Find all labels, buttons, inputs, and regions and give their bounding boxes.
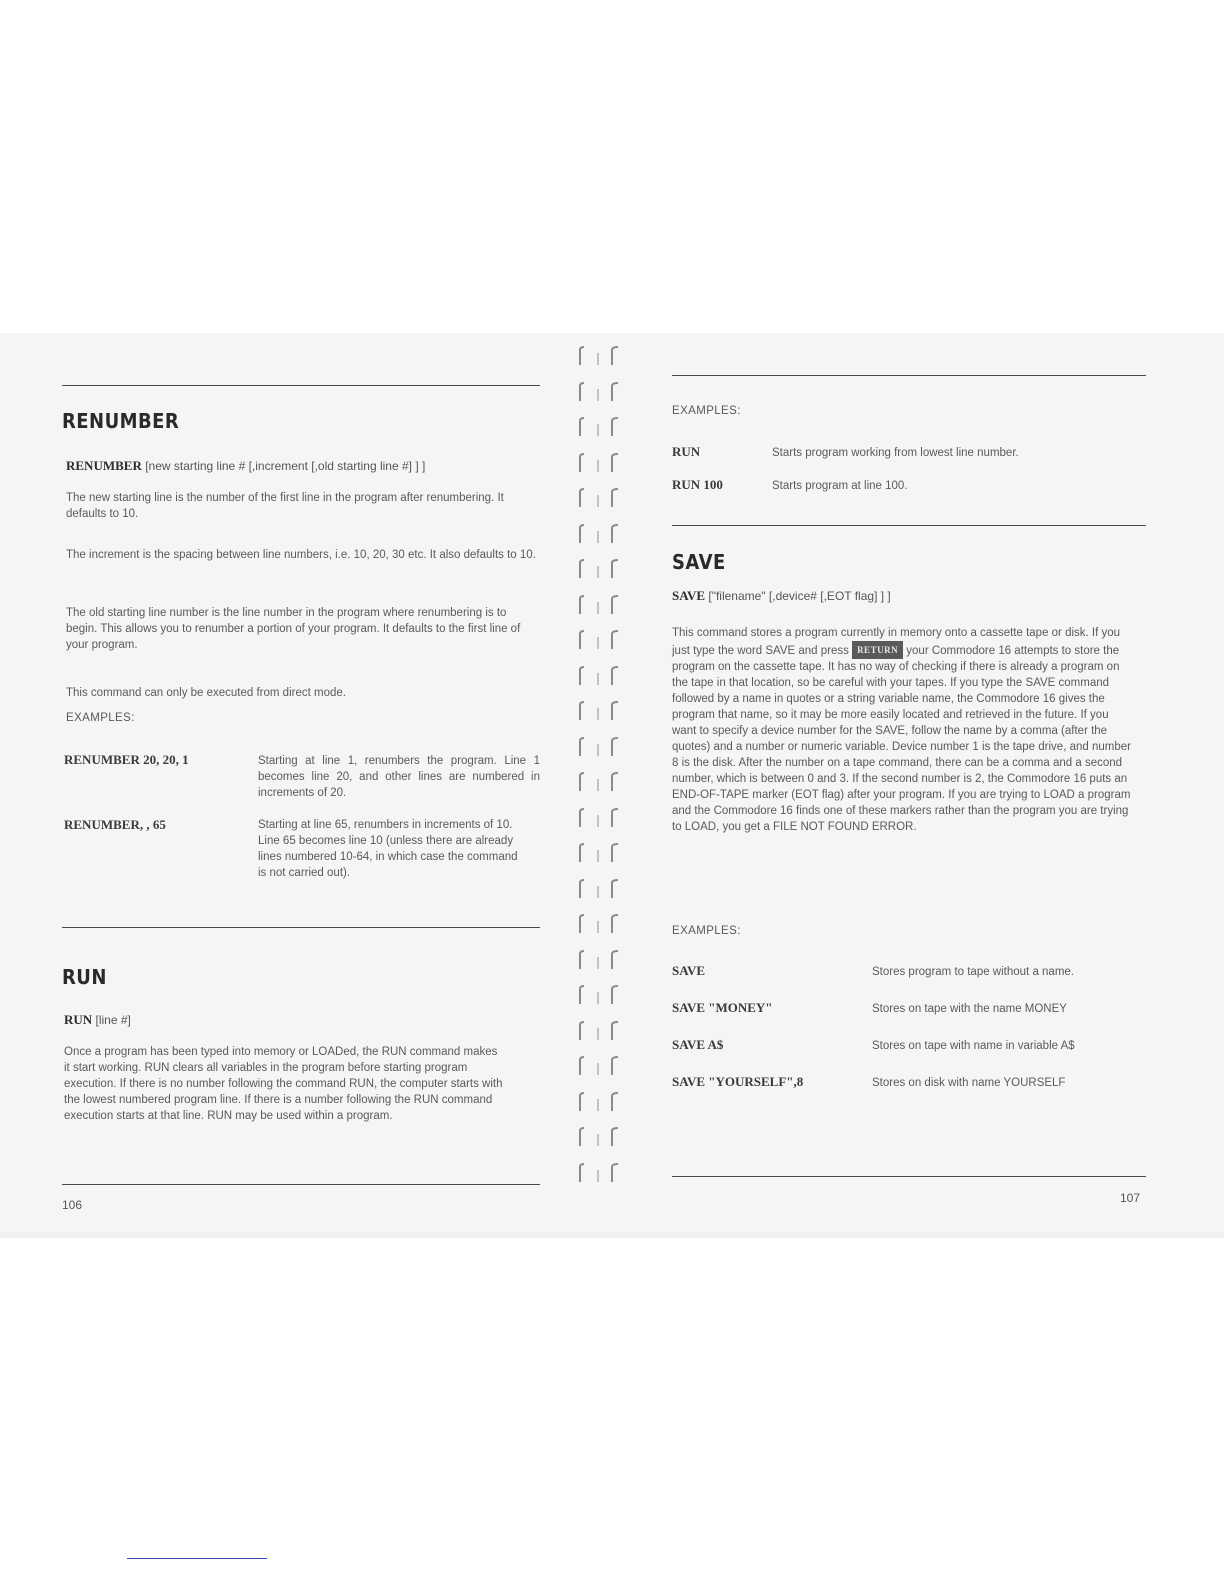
example-description: Starts program working from lowest line number.: [772, 447, 1019, 459]
spiral-ring-icon: [574, 665, 614, 685]
renumber-examples-label: EXAMPLES:: [66, 712, 135, 724]
spiral-ring-icon: [574, 700, 614, 720]
example-description: Stores program to tape without a name.: [872, 966, 1074, 978]
save-heading: SAVE: [672, 550, 726, 574]
example-command: SAVE "MONEY": [672, 1000, 773, 1015]
footer-line: [127, 1558, 267, 1559]
run-heading: RUN: [62, 965, 107, 989]
divider: [672, 375, 1146, 376]
save-paragraph-start: This command stores a program currently in memory onto a cassette tape or disk. If you just type the word SAVE and press: [672, 627, 1121, 657]
spiral-ring-icon: [574, 949, 614, 969]
renumber-paragraph-1: The new starting line is the number of the first line in the program after renumbering. It defaults to 10.: [66, 492, 504, 520]
example-command: SAVE A$: [672, 1037, 724, 1052]
spiral-ring-icon: [574, 523, 614, 543]
syntax-args: [line #]: [95, 1013, 131, 1027]
divider: [672, 525, 1146, 526]
example-command: RENUMBER 20, 20, 1: [64, 752, 189, 767]
spiral-ring-icon: [574, 842, 614, 862]
renumber-paragraph-4: This command can only be executed from direct mode.: [66, 687, 346, 699]
spiral-ring-icon: [574, 629, 614, 649]
syntax-keyword: RUN: [64, 1012, 93, 1027]
run-examples-label: EXAMPLES:: [672, 405, 741, 417]
spiral-ring-icon: [574, 381, 614, 401]
spiral-ring-icon: [574, 594, 614, 614]
renumber-syntax: [66, 458, 425, 474]
spiral-ring-icon: [574, 1055, 614, 1075]
divider: [62, 385, 540, 386]
return-key-icon: RETURN: [852, 641, 903, 659]
example-description: Starting at line 1, renumbers the program. Line 1 becomes line 20, and other lines are numbered in increments of 20.: [258, 755, 540, 799]
example-description: Stores on disk with name YOURSELF: [872, 1077, 1066, 1089]
spiral-ring-icon: [574, 984, 614, 1004]
spiral-ring-icon: [574, 416, 614, 436]
example-command: SAVE: [672, 963, 706, 978]
save-paragraph: [672, 625, 1132, 835]
right-page: [670, 333, 1148, 1236]
page-number: 106: [62, 1198, 83, 1212]
spread-shadow: [0, 1232, 1224, 1238]
run-syntax: [64, 1012, 131, 1028]
spiral-ring-icon: [574, 807, 614, 827]
left-page: [60, 333, 542, 1236]
example-description: Stores on tape with the name MONEY: [872, 1003, 1067, 1015]
syntax-args: [new starting line # [,increment [,old starting line #] ] ]: [145, 459, 426, 473]
syntax-args: ["filename" [,device# [,EOT flag] ] ]: [708, 589, 891, 603]
spiral-ring-icon: [574, 736, 614, 756]
spiral-ring-icon: [574, 487, 614, 507]
run-paragraph: Once a program has been typed into memory or LOADed, the RUN command makes it start working. RUN clears all variables in the program before starting program execution. If there is no number following the command RUN, the computer starts with the lowest numbered program line. If there is a number following the RUN command execution starts at that line. RUN may be used within a program.: [64, 1046, 503, 1122]
syntax-keyword: SAVE: [672, 588, 706, 603]
example-command: SAVE "YOURSELF",8: [672, 1074, 804, 1089]
example-command: RUN 100: [672, 477, 723, 492]
spiral-ring-icon: [574, 345, 614, 365]
example-command: RUN: [672, 444, 701, 459]
example-command: RENUMBER, , 65: [64, 817, 166, 832]
save-syntax: [672, 588, 891, 604]
spiral-ring-icon: [574, 558, 614, 578]
spiral-ring-icon: [574, 1162, 614, 1182]
renumber-paragraph-3: The old starting line number is the line number in the program where renumbering is to begin. This allows you to renumber a portion of your program. It defaults to the first line of your program.: [66, 607, 521, 651]
divider: [62, 1184, 540, 1185]
book-spread: [0, 333, 1224, 1236]
spiral-ring-icon: [574, 1091, 614, 1111]
spiral-ring-icon: [574, 878, 614, 898]
save-examples-label: EXAMPLES:: [672, 925, 741, 937]
spiral-binding: [570, 333, 638, 1236]
example-description: Stores on tape with name in variable A$: [872, 1040, 1075, 1052]
divider: [62, 927, 540, 928]
spiral-ring-icon: [574, 913, 614, 933]
page-number: 107: [1120, 1191, 1141, 1205]
example-description: Starting at line 65, renumbers in increments of 10. Line 65 becomes line 10 (unless there are already lines numbered 10-64, in which case the command is not carried out).: [258, 819, 518, 879]
spiral-ring-icon: [574, 452, 614, 472]
divider: [672, 1176, 1146, 1177]
spiral-ring-icon: [574, 1020, 614, 1040]
syntax-keyword: RENUMBER: [66, 458, 142, 473]
example-description: Starts program at line 100.: [772, 480, 908, 492]
spiral-ring-icon: [574, 1126, 614, 1146]
renumber-heading: RENUMBER: [62, 409, 180, 433]
spiral-ring-icon: [574, 771, 614, 791]
save-paragraph-end: your Commodore 16 attempts to store the program on the cassette tape. It has no way of checking if there is already a program on the tape in that location, so be careful with your tapes. If you type the SAVE command followed by a name in quotes or a string variable name, the Commodore 16 gives the program that name, so it may be more easily located and retrieved in the future. If you want to specify a device number for the SAVE, follow the name by a comma (after the quotes) and a number or numeric variable. Device number 1 is the tape drive, and number 8 is the disk. After the number on a tape command, there can be a comma and a second number, which is between 0 and 3. If the second number is 2, the Commodore 16 puts an END-OF-TAPE marker (EOT flag) after your program. If you are trying to LOAD a program and the Commodore 16 finds one of these markers rather than the program you are trying to LOAD, you get a FILE NOT FOUND ERROR.: [672, 645, 1131, 833]
renumber-paragraph-2: The increment is the spacing between line numbers, i.e. 10, 20, 30 etc. It also defaults to 10.: [66, 549, 536, 561]
